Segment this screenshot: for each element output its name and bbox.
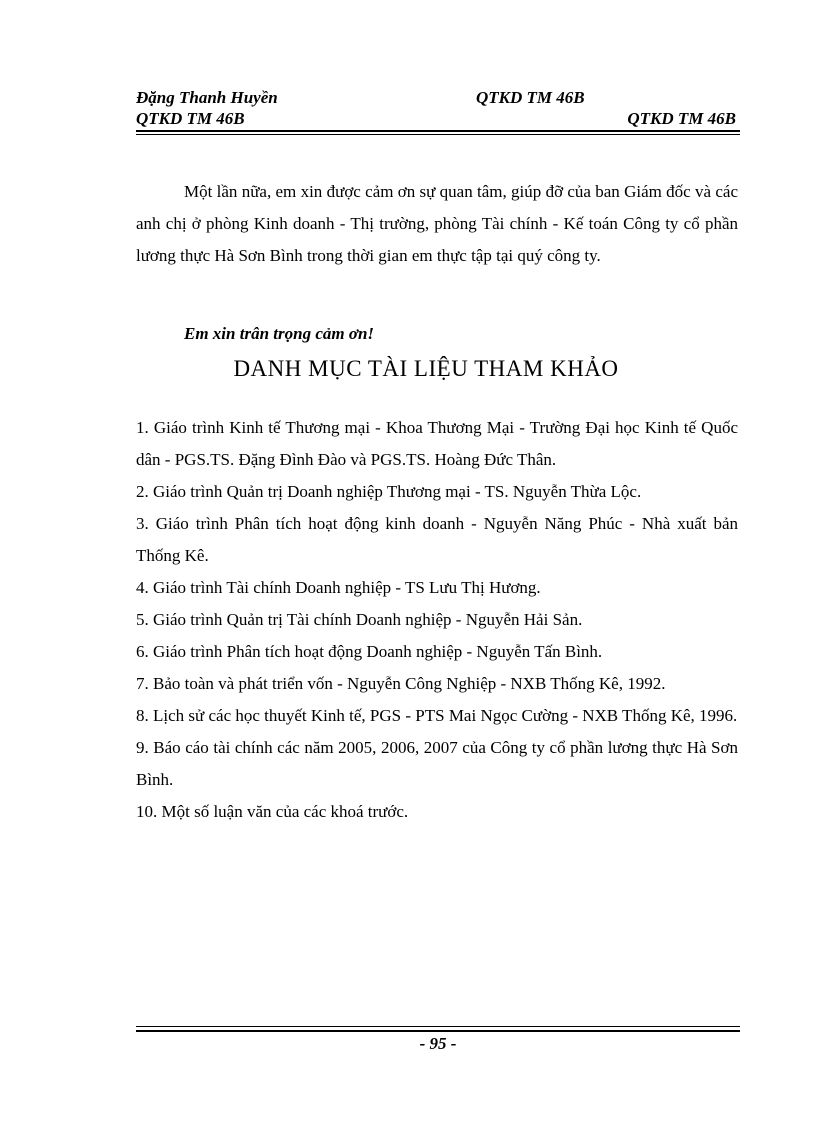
thanks-paragraph: Một lần nữa, em xin được cảm ơn sự quan tâm, giúp đỡ của ban Giám đốc và các anh chị ở phòng Kinh doanh - Thị trường, phòng Tài chính - Kế toán Công ty cổ phần lương thực Hà Sơn Bình trong thời gian em thực tập tại quý công ty.	[136, 182, 738, 265]
reference-item: 9. Báo cáo tài chính các năm 2005, 2006, 2007 của Công ty cổ phần lương thực Hà Sơn Bình.	[136, 738, 738, 789]
page-number: - 95 -	[419, 1034, 457, 1053]
reference-item: 6. Giáo trình Phân tích hoạt động Doanh nghiệp - Nguyễn Tấn Bình.	[136, 642, 603, 661]
reference-item: 4. Giáo trình Tài chính Doanh nghiệp - TS Lưu Thị Hương.	[136, 578, 541, 597]
reference-item: 10. Một số luận văn của các khoá trước.	[136, 802, 409, 821]
footer-rule-thick	[136, 1030, 740, 1032]
reference-item: 1. Giáo trình Kinh tế Thương mại - Khoa Thương Mại - Trường Đại học Kinh tế Quốc dân - PGS.TS. Đặng Đình Đào và PGS.TS. Hoàng Đức Thân.	[136, 418, 738, 469]
header-rule-thick	[136, 130, 740, 132]
header-rule-thin	[136, 134, 740, 135]
references-list	[136, 412, 738, 828]
header-author: Đặng Thanh Huyền	[136, 88, 278, 107]
reference-item: 7. Bảo toàn và phát triển vốn - Nguyễn Công Nghiệp - NXB Thống Kê, 1992.	[136, 674, 666, 693]
header-class-right: QTKD TM 46B	[627, 109, 736, 128]
header-class-left: QTKD TM 46B	[136, 109, 245, 128]
thanks-closing: Em xin trân trọng cảm ơn!	[184, 324, 375, 343]
footer-rule-thin	[136, 1026, 740, 1027]
reference-item: 2. Giáo trình Quản trị Doanh nghiệp Thương mại - TS. Nguyễn Thừa Lộc.	[136, 482, 642, 501]
references-title: DANH MỤC TÀI LIỆU THAM KHẢO	[233, 356, 619, 381]
header-class-top: QTKD TM 46B	[476, 88, 585, 107]
reference-item: 8. Lịch sử các học thuyết Kinh tế, PGS - PTS Mai Ngọc Cường - NXB Thống Kê, 1996.	[136, 706, 738, 725]
reference-item: 5. Giáo trình Quản trị Tài chính Doanh nghiệp - Nguyễn Hải Sản.	[136, 610, 583, 629]
reference-item: 3. Giáo trình Phân tích hoạt động kinh doanh - Nguyễn Năng Phúc - Nhà xuất bản Thống Kê.	[136, 514, 738, 565]
